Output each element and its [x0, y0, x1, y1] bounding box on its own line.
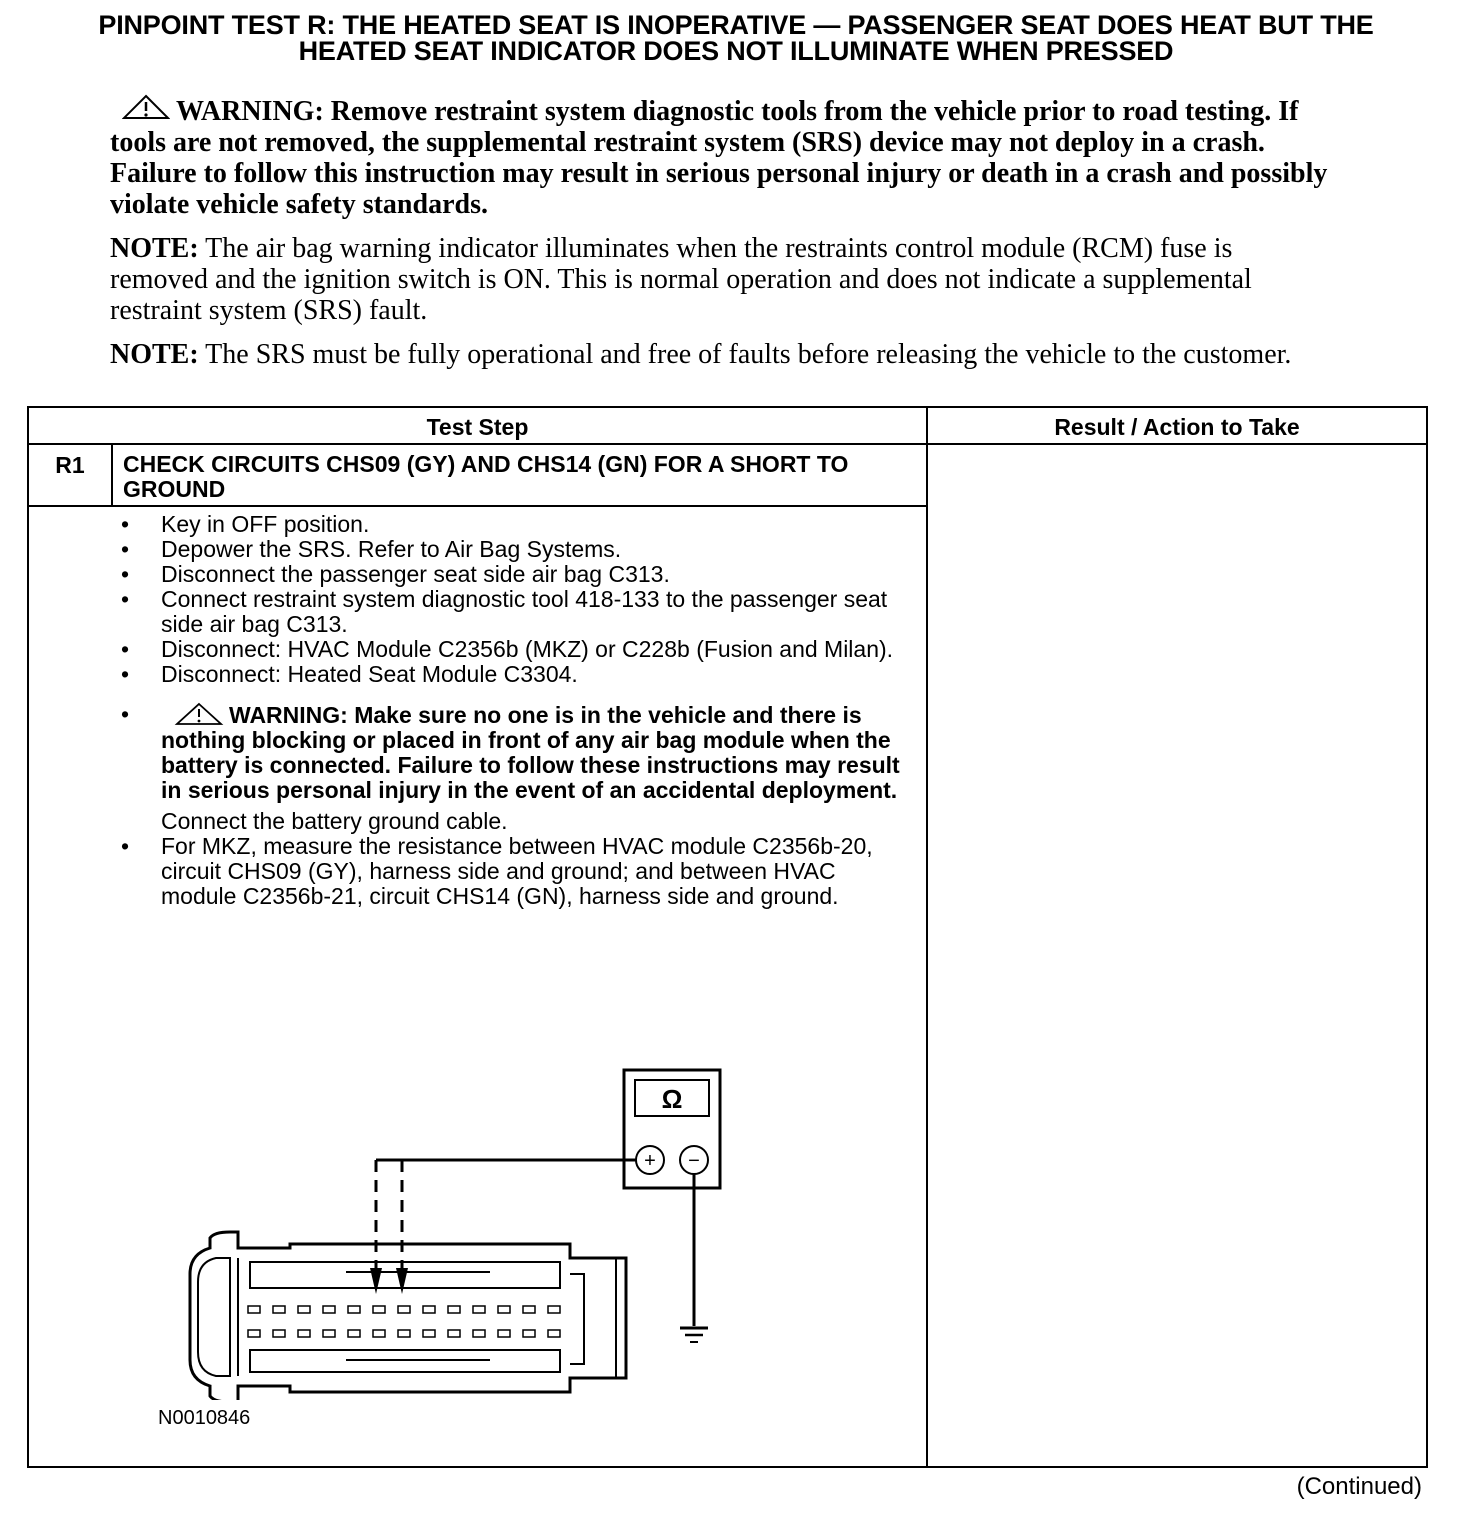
note-1-text: The air bag warning indicator illuminates when the restraints control module (RCM) fuse is removed and the ignition switch is ON. This is normal operation and does not indicate a supplemental restraint system (SRS) fault.: [110, 233, 1252, 326]
list-item: • Disconnect the passenger seat side air bag C313.: [121, 561, 670, 587]
title-line-1: PINPOINT TEST R: THE HEATED SEAT IS INOPERATIVE — PASSENGER SEAT DOES HEAT BUT THE: [98, 10, 1374, 40]
header-divider: [29, 443, 1426, 445]
step-title-divider: [29, 505, 927, 507]
list-item: • Connect restraint system diagnostic tool 418-133 to the passenger seat side air bag C313.: [121, 586, 888, 637]
step-number: R1: [55, 452, 85, 478]
list-item: • Disconnect: Heated Seat Module C3304.: [121, 661, 578, 687]
column-divider: [926, 408, 928, 1466]
positive-symbol: +: [644, 1150, 656, 1172]
ohm-symbol: Ω: [661, 1084, 683, 1114]
warning-item-text: WARNING: Make sure no one is in the vehicle and there is nothing blocking or placed in front of any air bag module when the battery is connected. Failure to follow these instructions may result in serious personal injury in the event of an accidental deployment.: [161, 702, 900, 803]
figure-code: N0010846: [158, 1407, 251, 1429]
step-title: CHECK CIRCUITS CHS09 (GY) AND CHS14 (GN) FOR A SHORT TO GROUND: [123, 451, 849, 502]
ohmmeter-connector-diagram: [150, 1060, 750, 1400]
note-2-text: The SRS must be fully operational and free of faults before releasing the vehicle to the customer.: [198, 339, 1292, 370]
warning-list-item: • WARNING: Make sure no one is in the vehicle and there is nothing blocking or placed in front of any air bag module when the battery is connected. Failure to follow these instructions may result in serious personal injury in the event of an accidental deployment. Connect the battery ground cable.: [113, 702, 913, 834]
warning-text: WARNING: Remove restraint system diagnostic tools from the vehicle prior to road testing. If tools are not removed, the supplemental restraint system (SRS) device may not deploy in a crash. Failure to follow this instruction may result in serious personal injury or death in a crash and possibly violate vehicle safety standards.: [110, 96, 1328, 220]
ground-symbol: [680, 1328, 708, 1342]
note-2: [110, 339, 1330, 370]
list-item: • Disconnect: HVAC Module C2356b (MKZ) or C228b (Fusion and Milan).: [121, 636, 894, 662]
negative-symbol: −: [688, 1150, 700, 1172]
hvac-connector: [190, 1232, 626, 1400]
list-item: • For MKZ, measure the resistance between HVAC module C2356b-20, circuit CHS09 (GY), harness side and ground; and between HVAC module C2356b-21, circuit CHS14 (GN), harness side and ground.: [121, 833, 873, 909]
note-1-label: NOTE:: [110, 233, 199, 264]
note-2-label: NOTE:: [110, 339, 199, 370]
header-test-step: Test Step: [426, 414, 529, 440]
header-result-action: Result / Action to Take: [1054, 414, 1300, 440]
title-line-2: HEATED SEAT INDICATOR DOES NOT ILLUMINATE WHEN PRESSED: [298, 36, 1174, 66]
warning-followup: Connect the battery ground cable.: [161, 808, 508, 834]
page-title: [30, 12, 1442, 64]
warning-paragraph: [110, 94, 1330, 220]
list-item: • Key in OFF position.: [121, 511, 370, 537]
continued-label: (Continued): [1296, 1473, 1422, 1500]
warning-triangle-icon: [169, 702, 229, 726]
step-instructions: [113, 512, 913, 909]
note-1: [110, 233, 1330, 326]
connector-pins: [248, 1306, 560, 1337]
list-item: • Depower the SRS. Refer to Air Bag Systems.: [121, 536, 622, 562]
step-number-divider: [111, 443, 113, 505]
warning-triangle-icon: [122, 94, 170, 120]
